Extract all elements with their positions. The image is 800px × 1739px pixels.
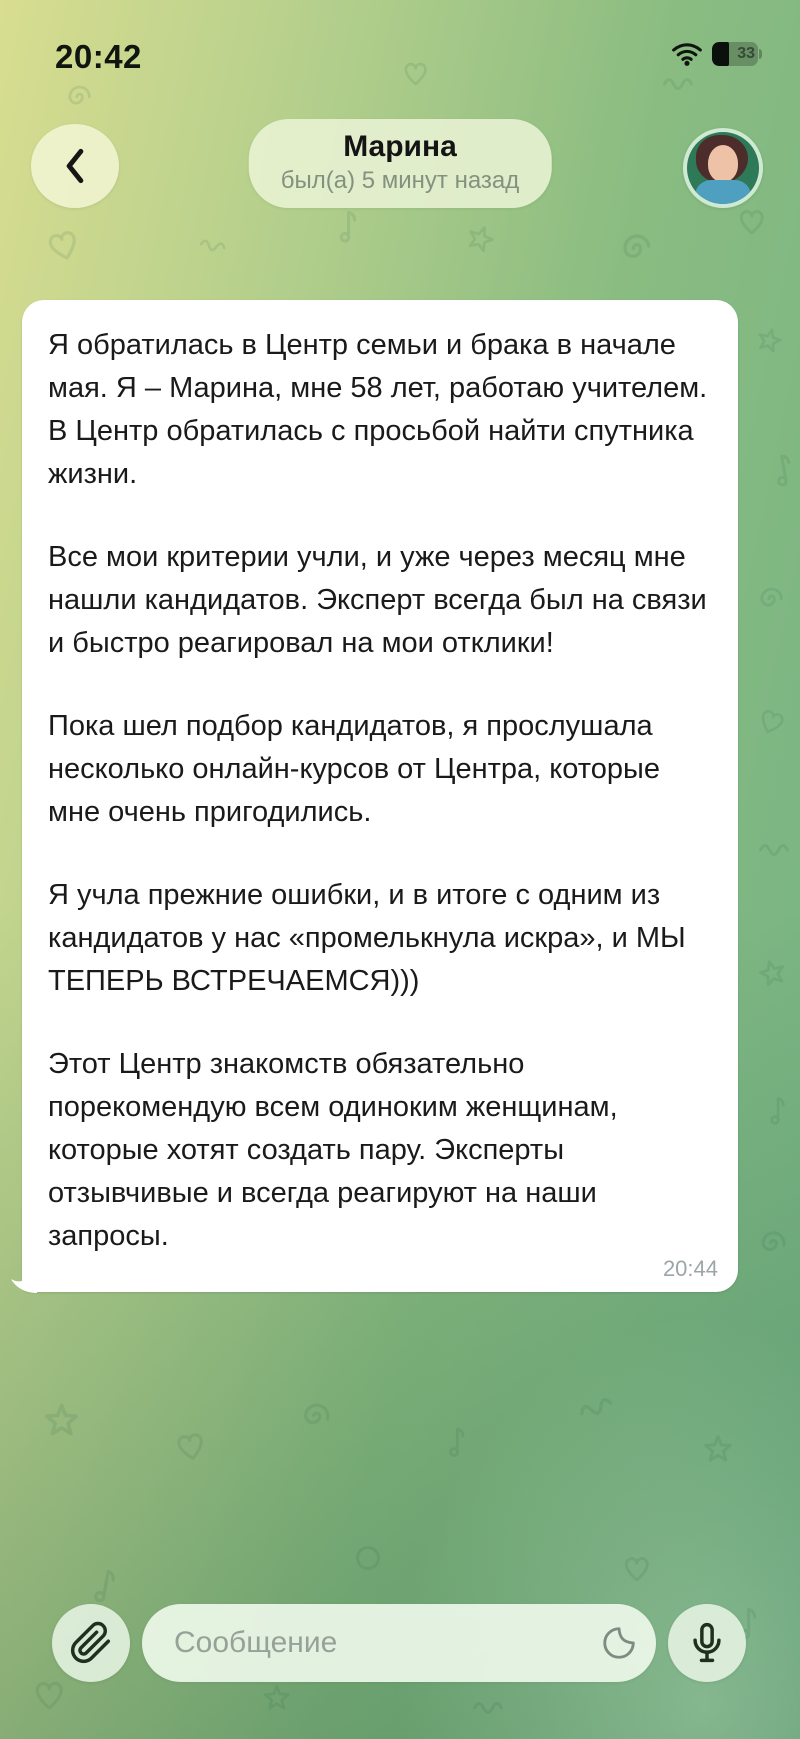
message-paragraph: Я обратилась в Центр семьи и брака в начале мая. Я – Марина, мне 58 лет, работаю учителем. В Центр обратилась с просьбой найти спутника жизни. (48, 329, 708, 490)
chevron-left-icon (58, 147, 92, 185)
back-button[interactable] (31, 124, 119, 208)
message-paragraph: Я учла прежние ошибки, и в итоге с одним из кандидатов у нас «промелькнула искра», и МЫ ТЕПЕРЬ ВСТРЕЧАЕМСЯ))) (48, 879, 686, 997)
attach-button[interactable] (52, 1604, 130, 1682)
mic-button[interactable] (668, 1604, 746, 1682)
message-paragraph: Пока шел подбор кандидатов, я прослушала несколько онлайн-курсов от Центра, которые мне очень пригодились. (48, 710, 660, 828)
message-input-pill[interactable] (142, 1604, 656, 1682)
avatar-photo (687, 132, 759, 204)
sticker-icon[interactable] (600, 1624, 638, 1662)
paperclip-icon (69, 1621, 113, 1665)
last-seen-status: был(а) 5 минут назад (280, 167, 520, 194)
chat-title-pill[interactable] (249, 119, 552, 208)
avatar[interactable] (683, 128, 763, 208)
message-timestamp: 20:44 (662, 1256, 718, 1281)
message-paragraph: Этот Центр знакомств обязательно порекомендую всем одиноким женщинам, которые хотят создать пару. Эксперты отзывчивые и всегда реагируют на наши запросы. (48, 1048, 618, 1252)
battery-percent: 33 (737, 45, 755, 62)
avatar-clothes (695, 180, 751, 204)
bubble-tail (11, 1265, 37, 1293)
status-time: 20:42 (55, 38, 142, 75)
composer-bar (0, 1604, 800, 1686)
avatar-face (708, 145, 738, 182)
chat-header (0, 0, 800, 220)
message-input[interactable] (142, 1604, 656, 1682)
message-paragraph: Все мои критерии учли, и уже через месяц мне нашли кандидатов. Эксперт всегда был на связи и быстро реагировал на мои отклики! (48, 541, 707, 659)
incoming-message-bubble[interactable] (22, 300, 738, 1292)
message-list (0, 300, 800, 1292)
microphone-icon (685, 1621, 729, 1665)
chat-title: Марина (343, 130, 457, 163)
